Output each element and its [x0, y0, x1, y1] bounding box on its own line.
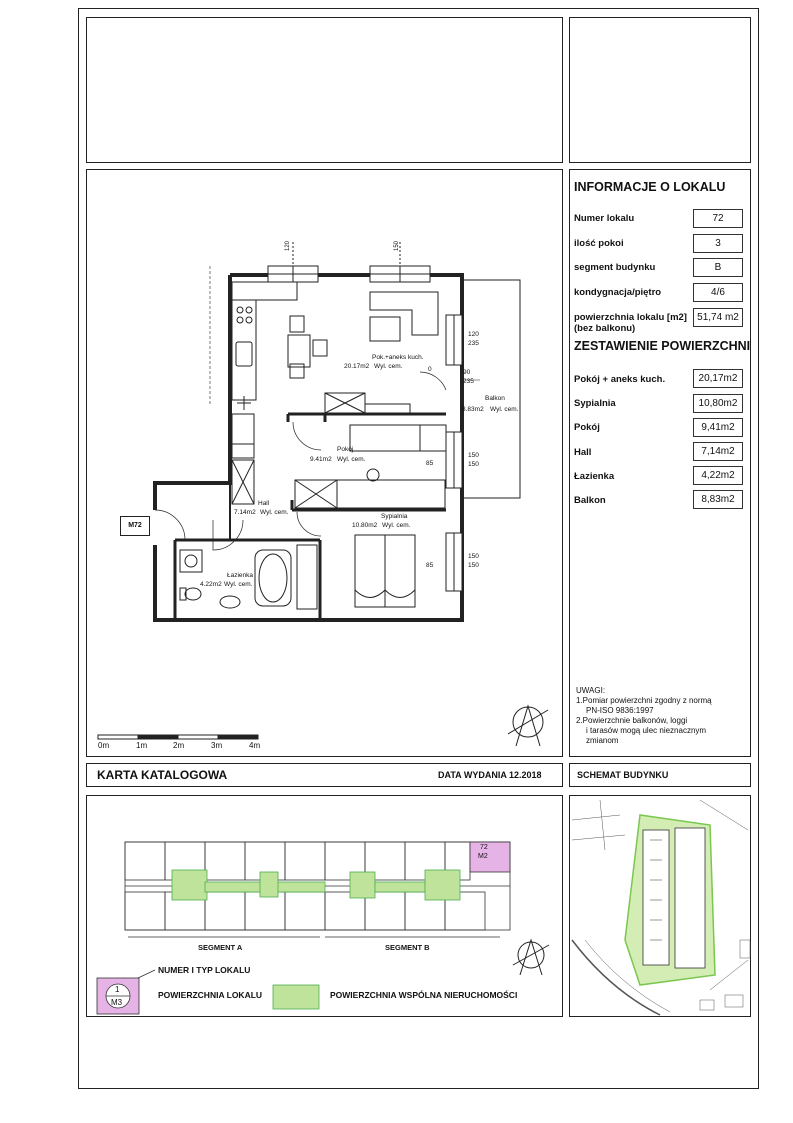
dim-label: 85: [426, 562, 434, 569]
room-finish-balkon: Wyl. cem.: [490, 406, 519, 413]
room-area-lazienka: 4.22m2: [200, 581, 222, 588]
notes-line: 2.Powierzchnie balkonów, loggi: [576, 716, 688, 725]
info-label-segment: segment budynku: [574, 262, 656, 273]
issue-date: DATA WYDANIA 12.2018: [438, 770, 542, 780]
unit-mark: 72: [480, 844, 488, 851]
area-value-pokoj: 9,41m2: [693, 418, 743, 437]
room-area-hall: 7.14m2: [234, 509, 256, 516]
dim-label: 150: [468, 553, 479, 560]
dim-label: 0: [428, 366, 432, 373]
notes: [576, 686, 712, 746]
room-name-hall: Hall: [258, 500, 270, 507]
dim-label: 235: [463, 378, 474, 385]
unit-tag: M72: [120, 516, 150, 536]
dim-label: 235: [468, 340, 479, 347]
floor-plan-drawing: [86, 169, 563, 757]
scale-label: 3m: [211, 741, 223, 750]
room-name-pokoj-aneks: Pok.+aneks kuch.: [372, 354, 424, 361]
dim-label: 85: [426, 460, 434, 467]
area-label-sypialnia: Sypialnia: [574, 398, 616, 409]
room-area-pokoj: 9.41m2: [310, 456, 332, 463]
info-value-numer: 72: [693, 209, 743, 228]
area-label-pokoj: Pokój: [574, 422, 600, 433]
info-label-pokoi: ilość pokoi: [574, 238, 624, 249]
site-scheme-map: [569, 795, 751, 1017]
area-label-balkon: Balkon: [574, 495, 606, 506]
unit-mark-type: M2: [478, 853, 488, 860]
dim-label: 120: [285, 240, 292, 252]
notes-line: zmianom: [586, 736, 619, 745]
info-label-kondygnacja: kondygnacja/piętro: [574, 287, 662, 298]
area-value-sypialnia: 10,80m2: [693, 394, 743, 413]
notes-line: 1.Pomiar powierzchni zgodny z normą: [576, 696, 712, 705]
dim-label: 150: [394, 240, 401, 252]
info-label-numer: Numer lokalu: [574, 213, 635, 224]
area-value-lazienka: 4,22m2: [693, 466, 743, 485]
dim-label: 120: [468, 331, 479, 338]
scale-label: 1m: [136, 741, 148, 750]
legend-icon-bottom: M3: [111, 998, 123, 1007]
dim-label: 90: [463, 369, 471, 376]
info-value-powierzchnia: 51,74 m2: [693, 308, 743, 327]
segment-b-label: SEGMENT B: [385, 943, 430, 952]
info-label-powierzchnia: powierzchnia lokalu [m2]: [574, 312, 687, 323]
room-finish-pokoj-aneks: Wyl. cem.: [374, 363, 403, 370]
info-value-kondygnacja: 4/6: [693, 283, 743, 302]
karta-title: KARTA KATALOGOWA: [97, 768, 228, 782]
area-value-pokoj-aneks: 20,17m2: [693, 369, 743, 388]
dim-label: 150: [468, 562, 479, 569]
segment-a-label: SEGMENT A: [198, 943, 243, 952]
legend-lokal: POWIERZCHNIA LOKALU: [158, 990, 263, 1000]
room-finish-pokoj: Wyl. cem.: [337, 456, 366, 463]
room-area-pokoj-aneks: 20.17m2: [344, 363, 370, 370]
scale-label: 4m: [249, 741, 261, 750]
room-finish-lazienka: Wyl. cem.: [224, 581, 253, 588]
header-left-box: [86, 17, 563, 163]
room-name-pokoj: Pokój: [337, 446, 354, 453]
area-value-balkon: 8,83m2: [693, 490, 743, 509]
room-finish-sypialnia: Wyl. cem.: [382, 522, 411, 529]
legend-wspolna: POWIERZCHNIA WSPÓLNA NIERUCHOMOŚCI: [330, 990, 518, 1000]
info-value-segment: B: [693, 258, 743, 277]
notes-heading: UWAGI:: [576, 686, 606, 695]
info-value-pokoi: 3: [693, 234, 743, 253]
info-label-powierzchnia-2: (bez balkonu): [574, 323, 636, 334]
schemat-title: SCHEMAT BUDYNKU: [577, 770, 669, 780]
notes-line: PN-ISO 9836:1997: [586, 706, 654, 715]
building-key-plan: [86, 795, 563, 1017]
area-label-hall: Hall: [574, 447, 592, 458]
scale-label: 2m: [173, 741, 185, 750]
dim-label: 150: [468, 452, 479, 459]
room-name-sypialnia: Sypialnia: [381, 513, 408, 520]
room-area-sypialnia: 10.80m2: [352, 522, 378, 529]
room-area-balkon: 8.83m2: [462, 406, 484, 413]
room-name-balkon: Balkon: [485, 395, 505, 402]
notes-line: i tarasów mogą ulec nieznacznym: [586, 726, 707, 735]
header-right-box: [569, 17, 751, 163]
room-finish-hall: Wyl. cem.: [260, 509, 289, 516]
legend-icon-top: 1: [115, 985, 120, 994]
dim-label: 150: [468, 461, 479, 468]
area-label-lazienka: Łazienka: [574, 471, 615, 482]
room-name-lazienka: Łazienka: [227, 572, 254, 579]
areas-title: ZESTAWIENIE POWIERZCHNI: [574, 339, 751, 353]
area-value-hall: 7,14m2: [693, 442, 743, 461]
area-label-pokoj-aneks: Pokój + aneks kuch.: [574, 374, 666, 385]
legend-numer: NUMER I TYP LOKALU: [158, 965, 251, 975]
scale-label: 0m: [98, 741, 110, 750]
info-title: INFORMACJE O LOKALU: [574, 180, 726, 194]
